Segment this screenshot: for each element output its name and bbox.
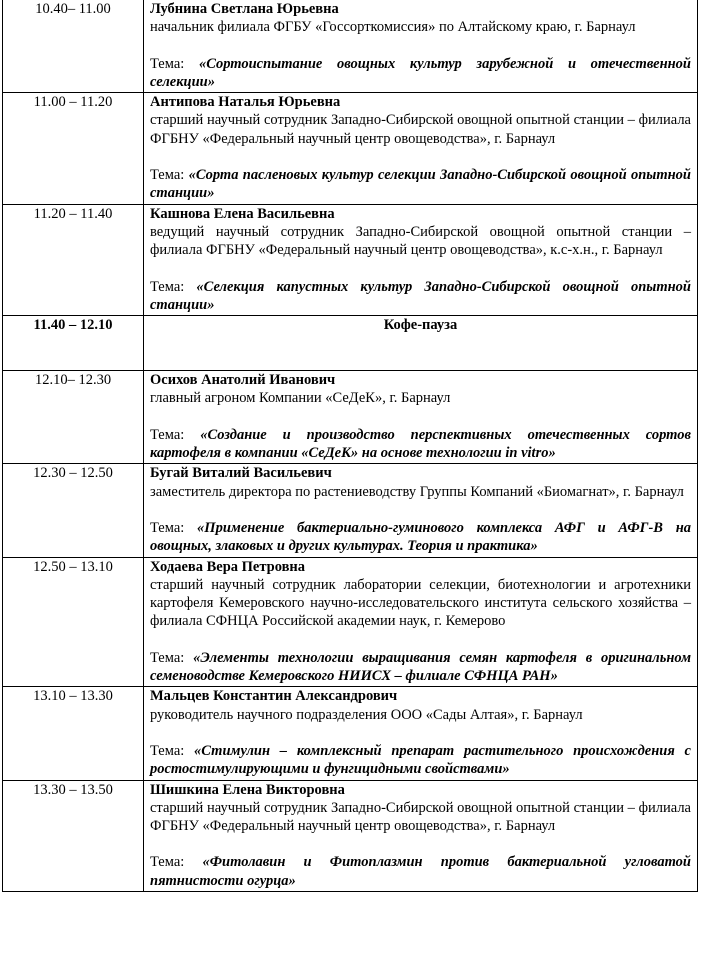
topic-title: «Создание и производство перспективных отечественных сортов картофеля в компании «СеДеК» на основе технологии in vitro» [150,426,691,462]
table-row [3,204,698,315]
schedule-table [2,0,698,892]
speaker-cell [144,780,698,891]
time-cell: 11.00 – 11.20 [3,93,144,204]
time-cell: 13.10 – 13.30 [3,687,144,780]
talk-topic [150,55,691,92]
topic-label: Тема: [150,742,195,759]
speaker-position: заместитель директора по растениеводству Группы Компаний «Биомагнат», г. Барнаул [150,483,684,500]
speaker-position: старший научный сотрудник Западно-Сибирской овощной опытной станции – филиала ФГБНУ «Федеральный научный центр овощеводства», г. Барнаул [150,112,691,147]
talk-topic [150,519,691,556]
speaker-name: Осихов Анатолий Иванович [150,372,336,389]
topic-title: «Стимулин – комплексный препарат растительного происхождения с ростостимулирующими и фунгицидными свойствами» [150,742,691,778]
table-row [3,687,698,780]
speaker-cell [144,0,698,93]
break-label: Кофе-пауза [144,316,698,371]
speaker-cell [144,204,698,315]
speaker-name: Лубнина Светлана Юрьевна [150,1,339,17]
speaker-cell [144,93,698,204]
time-cell: 13.30 – 13.50 [3,780,144,891]
table-row [3,371,698,464]
topic-title: «Элементы технологии выращивания семян картофеля в оригинальном семеноводстве Кемеровского НИИСХ – филиале СФНЦА РАН» [150,649,691,685]
topic-label: Тема: [150,278,197,295]
talk-topic [150,853,691,890]
time-cell: 10.40– 11.00 [3,0,144,93]
speaker-cell [144,464,698,557]
topic-label: Тема: [150,167,189,184]
time-cell: 12.50 – 13.10 [3,557,144,687]
topic-title: «Фитолавин и Фитоплазмин против бактериальной угловатой пятнистости огурца» [150,854,691,889]
table-row [3,93,698,204]
speaker-cell [144,687,698,780]
talk-topic [150,649,691,686]
speaker-position: главный агроном Компании «СеДеК», г. Барнаул [150,390,451,407]
speaker-name: Бугай Виталий Васильевич [150,465,332,482]
topic-title: «Сорта пасленовых культур селекции Западно-Сибирской овощной опытной станции» [150,167,691,202]
speaker-position: начальник филиала ФГБУ «Госсорткомиссия» по Алтайскому краю, г. Барнаул [150,19,636,36]
talk-topic [150,166,691,203]
table-row [3,0,698,93]
talk-topic [150,278,691,315]
speaker-name: Антипова Наталья Юрьевна [150,94,341,111]
speaker-name: Шишкина Елена Викторовна [150,781,345,798]
time-cell: 12.10– 12.30 [3,371,144,464]
speaker-position: руководитель научного подразделения ООО «Сады Алтая», г. Барнаул [150,706,583,723]
time-cell: 11.40 – 12.10 [3,316,144,371]
speaker-position: ведущий научный сотрудник Западно-Сибирской овощной опытной станции – филиала ФГБНУ «Федеральный научный центр овощеводства», к.с-х.н., г. Барнаул [150,223,691,259]
topic-label: Тема: [150,854,203,871]
speaker-position: старший научный сотрудник Западно-Сибирской овощной опытной станции – филиала ФГБНУ «Федеральный научный центр овощеводства», г. Барнаул [150,799,691,835]
topic-title: «Селекция капустных культур Западно-Сибирской овощной опытной станции» [150,278,691,313]
topic-title: «Сортоиспытание овощных культур зарубежной и отечественной селекции» [150,55,691,90]
speaker-position: старший научный сотрудник лаборатории селекции, биотехнологии и агротехники картофеля Кемеровского научно-исследовательского института сельского хозяйства – филиала СФНЦА Российской академии наук, г. Кемерово [150,576,691,630]
talk-topic [150,742,691,779]
topic-label: Тема: [150,519,198,536]
talk-topic [150,426,691,463]
speaker-cell [144,371,698,464]
speaker-cell [144,557,698,687]
topic-title: «Применение бактериально-гуминового комплекса АФГ и АФГ-В на овощных, злаковых и других культурах. Теория и практика» [150,519,691,555]
speaker-name: Кашнова Елена Васильевна [150,205,335,222]
table-row [3,780,698,891]
topic-label: Тема: [150,55,199,72]
time-cell: 12.30 – 12.50 [3,464,144,557]
table-row [3,557,698,687]
topic-label: Тема: [150,649,194,666]
speaker-name: Мальцев Константин Александрович [150,688,398,705]
topic-label: Тема: [150,426,201,443]
time-cell: 11.20 – 11.40 [3,204,144,315]
speaker-name: Ходаева Вера Петровна [150,558,306,575]
coffee-break-row [3,316,698,371]
table-row [3,464,698,557]
